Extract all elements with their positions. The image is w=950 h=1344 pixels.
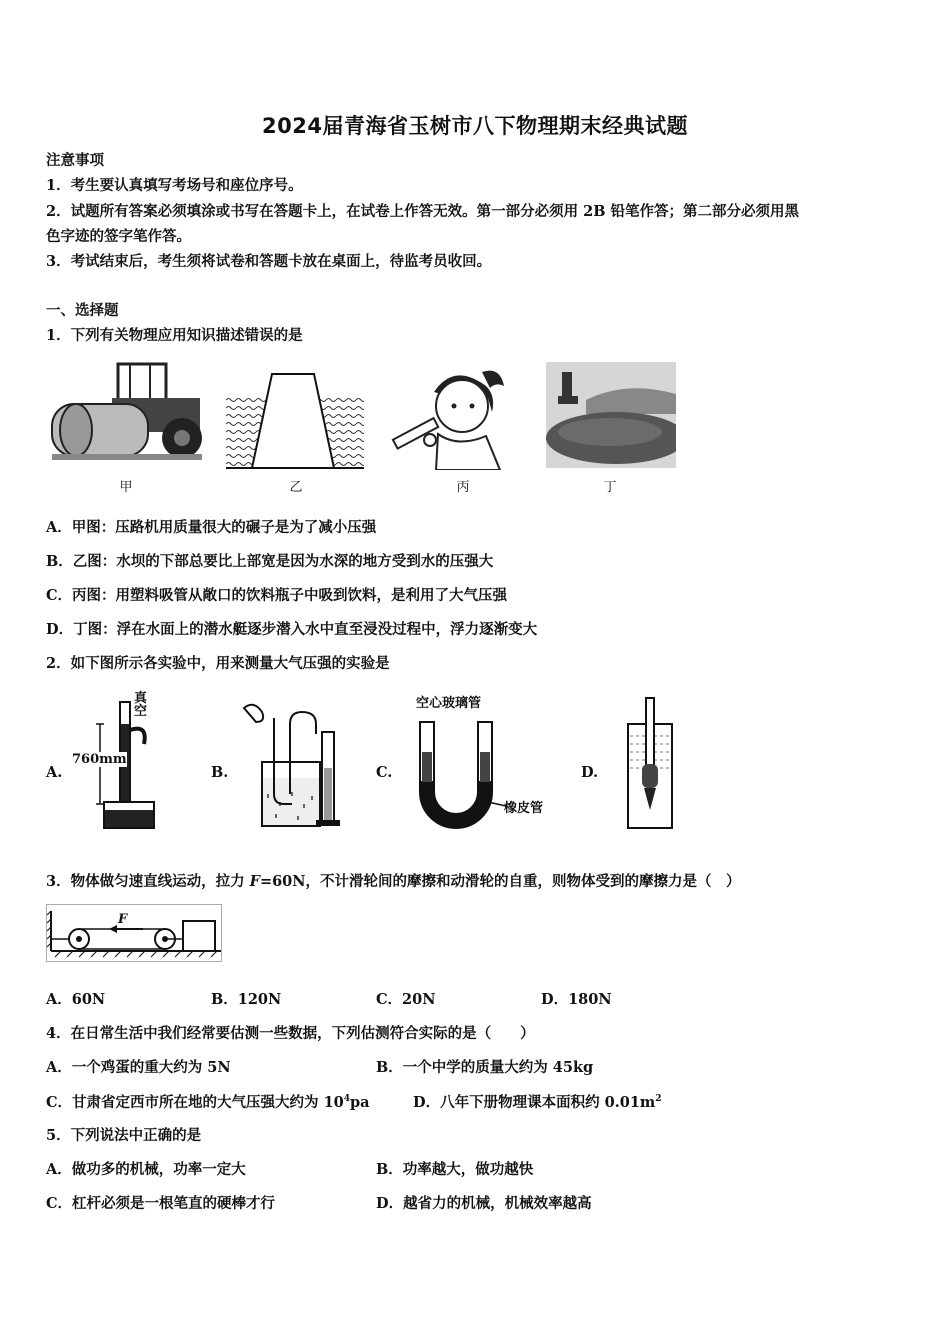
vacuum-label: 真空 — [134, 691, 148, 719]
glass-tube-label: 空心玻璃管 — [416, 696, 482, 711]
force-variable: F — [249, 873, 260, 890]
submarine-figure — [546, 362, 676, 468]
u-tube-figure — [406, 712, 518, 834]
option-b: B．乙图：水坝的下部总要比上部宽是因为水深的地方受到水的压强大 — [46, 553, 494, 570]
option-b: B．功率越大，做功越快 — [376, 1161, 534, 1178]
option-d — [413, 1093, 662, 1113]
page-title: 2024届青海省玉树市八下物理期末经典试题 — [262, 114, 688, 138]
option-d: D．180N — [541, 991, 612, 1008]
option-label-b: B. — [211, 764, 229, 781]
force-label: F — [118, 912, 128, 927]
option-label-c: C. — [376, 764, 393, 781]
height-label: 760mm — [72, 752, 127, 767]
question-5-stem: 5．下列说法中正确的是 — [46, 1127, 202, 1144]
question-4-stem: 4．在日常生活中我们经常要估测一些数据，下列估测符合实际的是（ ） — [46, 1025, 535, 1042]
rubber-tube-label: 橡皮管 — [504, 801, 544, 816]
question-3-stem-pre: 3．物体做匀速直线运动，拉力 — [46, 873, 250, 890]
question-3-stem-post: =60N，不计滑轮间的摩擦和动滑轮的自重，则物体受到的摩擦力是（ ） — [259, 873, 741, 890]
option-c: C．丙图：用塑料吸管从敞口的饮料瓶子中吸到饮料，是利用了大气压强 — [46, 587, 508, 604]
option-a: A．一个鸡蛋的重大约为 5N — [46, 1059, 231, 1076]
option-a: A．做功多的机械，功率一定大 — [46, 1161, 246, 1178]
figure-caption: 甲 — [119, 480, 133, 495]
notes-item: 2．试题所有答案必须填涂或书写在答题卡上，在试卷上作答无效。第一部分必须用 2B 铅笔作答；第二部分必须用黑 — [46, 203, 800, 220]
figure-caption: 丁 — [603, 480, 617, 495]
option-a: A．甲图：压路机用质量很大的碾子是为了减小压强 — [46, 519, 377, 536]
option-d-exponent: 2 — [655, 1094, 662, 1105]
notes-item: 1．考生要认真填写考场号和座位序号。 — [46, 177, 303, 194]
option-d: D．丁图：浮在水面上的潜水艇逐步潜入水中直至浸没过程中，浮力逐渐变大 — [46, 621, 538, 638]
option-label-a: A. — [46, 764, 63, 781]
option-c-text: C．甘肃省定西市所在地的大气压强大约为 10 — [46, 1094, 344, 1111]
road-roller-figure — [46, 358, 204, 470]
figure-caption: 乙 — [289, 480, 303, 495]
question-1-stem: 1．下列有关物理应用知识描述错误的是 — [46, 327, 303, 344]
option-b: B．120N — [211, 991, 282, 1008]
option-c — [46, 1093, 370, 1113]
densimeter-figure — [624, 694, 676, 832]
notes-item: 3．考试结束后，考生须将试卷和答题卡放在桌面上，待监考员收回。 — [46, 253, 492, 270]
option-label-d: D. — [581, 764, 599, 781]
pulley-figure — [46, 904, 222, 962]
option-d-text: D．八年下册物理课本面积约 0.01m — [413, 1094, 656, 1111]
notes-item: 色字迹的签字笔作答。 — [46, 228, 191, 245]
option-a: A．60N — [46, 991, 106, 1008]
option-c-unit: pa — [350, 1094, 370, 1111]
option-b: B．一个中学的质量大约为 45kg — [376, 1059, 594, 1076]
section-heading: 一、选择题 — [46, 302, 119, 319]
option-c: C．20N — [376, 991, 436, 1008]
dam-figure — [226, 372, 364, 470]
question-3-stem — [46, 872, 741, 892]
question-2-stem: 2．如下图所示各实验中，用来测量大气压强的实验是 — [46, 655, 390, 672]
option-c: C．杠杆必须是一根笔直的硬棒才行 — [46, 1195, 276, 1212]
figure-caption: 丙 — [456, 480, 470, 495]
girl-straw-figure — [386, 362, 526, 470]
option-d: D．越省力的机械，机械效率越高 — [376, 1195, 592, 1212]
option-c-exponent: 4 — [343, 1094, 351, 1105]
siphon-figure — [236, 698, 348, 830]
notes-heading: 注意事项 — [46, 152, 104, 169]
